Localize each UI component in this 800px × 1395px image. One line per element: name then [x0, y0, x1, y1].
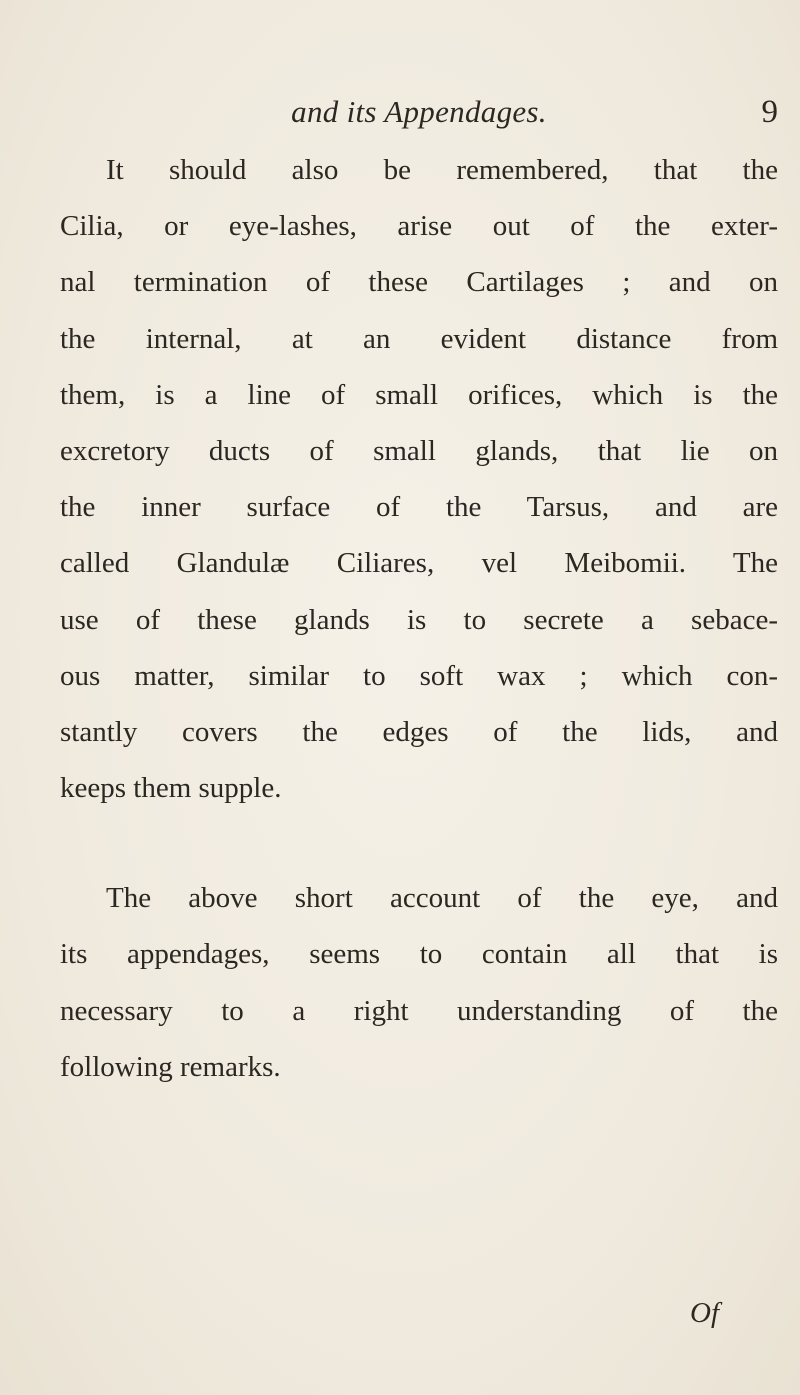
text-line: nal termination of these Cartilages ; and on [60, 266, 778, 299]
page-number: 9 [761, 94, 778, 130]
text-line: the inner surface of the Tarsus, and are [60, 491, 778, 524]
running-head [60, 92, 778, 132]
paragraph-gap [60, 816, 778, 870]
text-line: them, is a line of small orifices, which is the [60, 378, 778, 411]
text-line: It should also be remembered, that the [106, 154, 778, 186]
text-line: use of these glands is to secrete a sebace- [60, 603, 778, 636]
text-line: following remarks. [60, 1050, 281, 1083]
text-line: ous matter, similar to soft wax ; which con- [60, 659, 778, 692]
text-line: stantly covers the edges of the lids, and [60, 715, 778, 748]
text-line: called Glandulæ Ciliares, vel Meibomii. The [60, 547, 778, 580]
text-line: keeps them supple. [60, 772, 282, 805]
text-line: the internal, at an evident distance from [60, 322, 778, 355]
text-line: Cilia, or eye-lashes, arise out of the exter- [60, 210, 778, 243]
text-line: its appendages, seems to contain all that is [60, 938, 778, 971]
catchword: Of [690, 1297, 719, 1329]
running-title: and its Appendages. [291, 94, 547, 129]
paragraph-1 [60, 142, 778, 816]
paragraph-2 [60, 870, 778, 1095]
text-line: necessary to a right understanding of the [60, 994, 778, 1027]
text-line: excretory ducts of small glands, that lie on [60, 434, 778, 467]
body-text [60, 142, 778, 1095]
text-line: The above short account of the eye, and [106, 882, 778, 915]
